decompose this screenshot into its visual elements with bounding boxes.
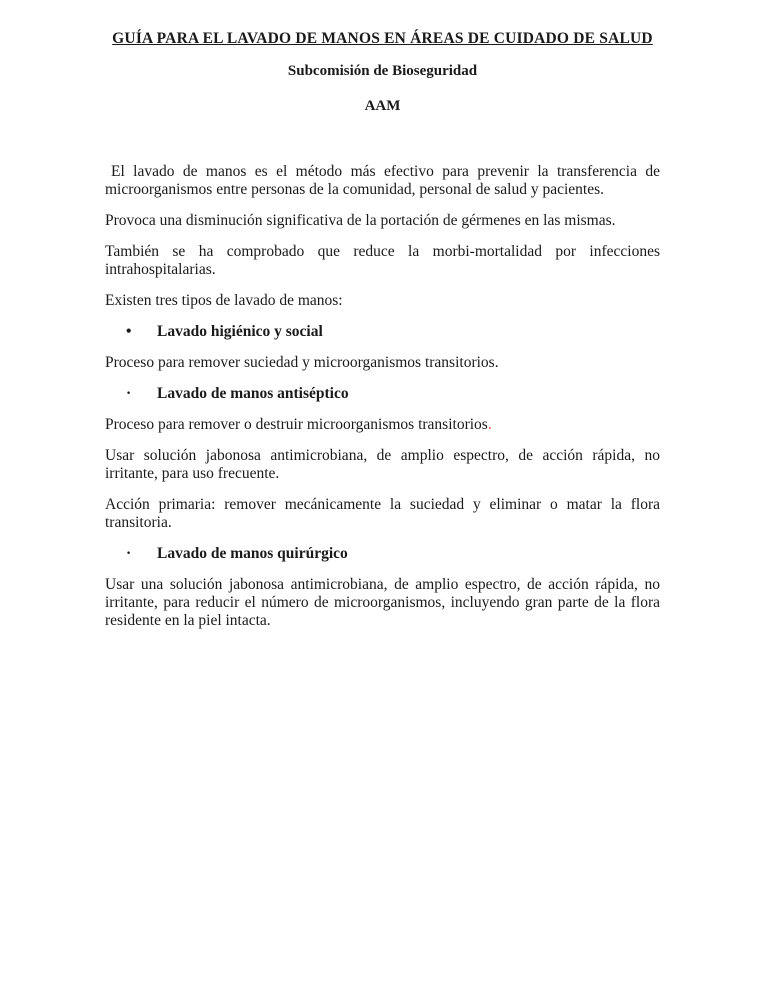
organization-name: AAM <box>364 98 401 114</box>
paragraph-primary-action: Acción primaria: remover mecánicamente la suciedad y eliminar o matar la flora transitoria. <box>105 496 660 531</box>
bullet-icon: · <box>126 545 132 562</box>
bullet-item-antiseptic <box>126 385 660 403</box>
paragraph-hygienic-desc: Proceso para remover suciedad y microorganismos transitorios. <box>105 354 499 371</box>
bullet-label-antiseptic: Lavado de manos antiséptico <box>157 385 349 402</box>
bullet-label-hygienic: Lavado higiénico y social <box>157 323 323 340</box>
paragraph-surgical-usage: Usar una solución jabonosa antimicrobiana, de amplio espectro, de acción rápida, no irritante, para reducir el número de microorganismos, incluyendo gran parte de la flora residente en la piel intacta. <box>105 576 660 629</box>
bullet-icon: · <box>126 385 132 402</box>
paragraph-antiseptic-usage: Usar solución jabonosa antimicrobiana, de amplio espectro, de acción rápida, no irritante, para uso frecuente. <box>105 447 660 482</box>
document-subtitle: Subcomisión de Bioseguridad <box>287 63 478 79</box>
antiseptic-desc-red-period: . <box>487 416 492 433</box>
bullet-item-surgical <box>126 545 660 563</box>
document-title: GUÍA PARA EL LAVADO DE MANOS EN ÁREAS DE CUIDADO DE SALUD <box>112 30 653 47</box>
paragraph-morbidity: También se ha comprobado que reduce la morbi-mortalidad por infecciones intrahospitalarias. <box>105 243 660 278</box>
bullet-item-hygienic <box>126 323 660 341</box>
bullet-label-surgical: Lavado de manos quirúrgico <box>157 545 348 562</box>
paragraph-types-intro: Existen tres tipos de lavado de manos: <box>105 292 343 309</box>
bullet-icon: • <box>126 323 132 340</box>
paragraph-intro: El lavado de manos es el método más efectivo para prevenir la transferencia de microorganismos entre personas de la comunidad, personal de salud y pacientes. <box>105 163 660 198</box>
antiseptic-desc-text: Proceso para remover o destruir microorganismos transitorios <box>105 416 488 433</box>
paragraph-reduction: Provoca una disminución significativa de la portación de gérmenes en las mismas. <box>105 212 616 229</box>
paragraph-antiseptic-desc <box>105 416 660 434</box>
